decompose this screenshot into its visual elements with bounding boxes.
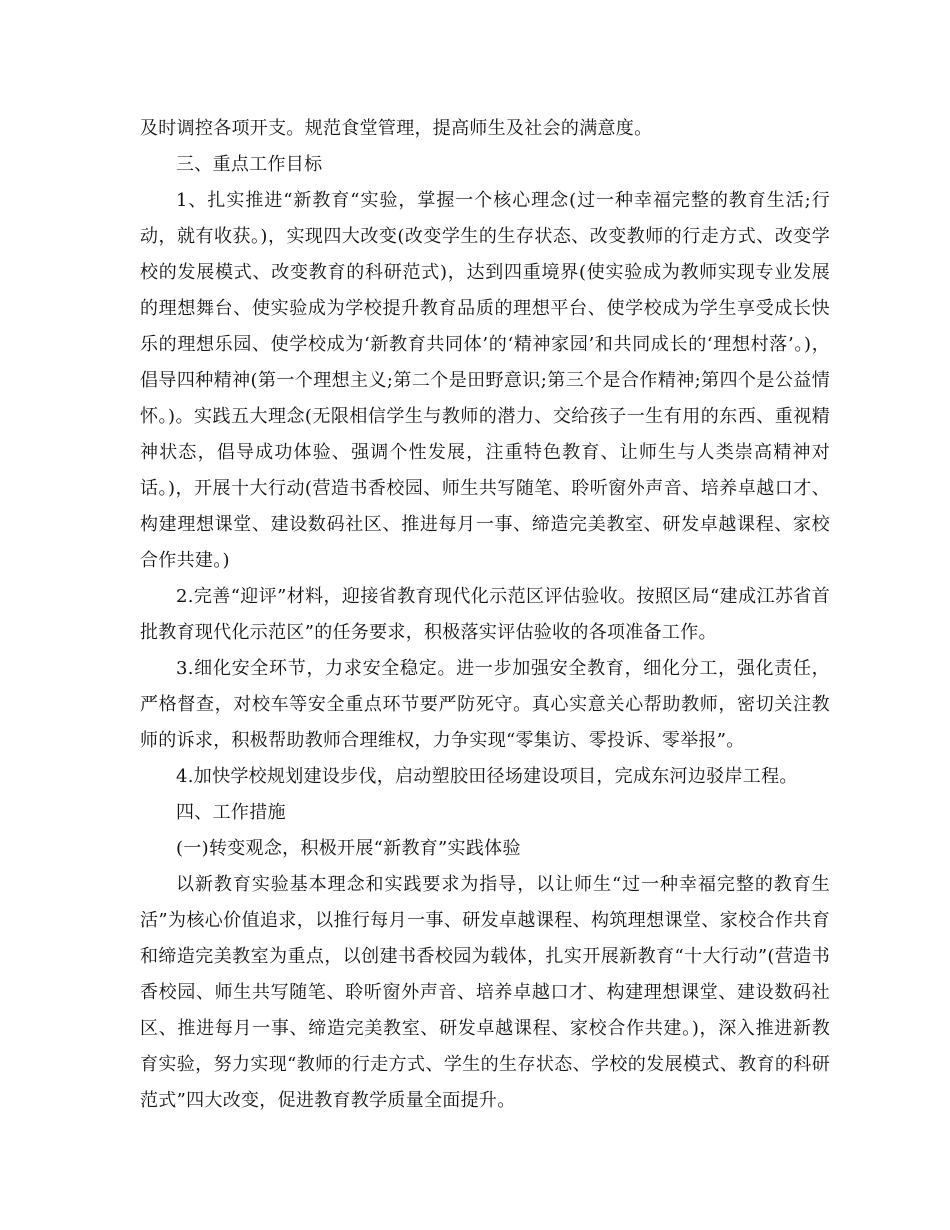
paragraph-goal-3: 3.细化安全环节，力求安全稳定。进一步加强安全教育，细化分工，强化责任，严格督查，对校车等安全重点环节要严防死守。真心实意关心帮助教师，密切关注教师的诉求，积极帮助教师合理维权，力争实现“零集访、零投诉、零举报”。 (140, 658, 830, 751)
paragraph-goal-1: 1、扎实推进“新教育“实验，掌握一个核心理念(过一种幸福完整的教育生活;行动，就有收获。)，实现四大改变(改变学生的生存状态、改变教师的行走方式、改变学校的发展模式、改变教育的科研范式)，达到四重境界(使实验成为教师实现专业发展的理想舞台、使实验成为学校提升教育品质的理想平台、使学校成为学生享受成长快乐的理想乐园、使学校成为‘新教育共同体’的‘精神家园’和共同成长的‘理想村落’。)，倡导四种精神(第一个理想主义;第二个是田野意识;第三个是合作精神;第四个是公益情怀。)。实践五大理念(无限相信学生与教师的潜力、交给孩子一生有用的东西、重视精神状态，倡导成功体验、强调个性发展，注重特色教育、让师生与人类崇高精神对话。)，开展十大行动(营造书香校园、师生共写随笔、聆听窗外声音、培养卓越口才、构建理想课堂、建设数码社区、推进每月一事、缔造完美教室、研发卓越课程、家校合作共建。) (140, 190, 830, 571)
section-heading-key-goals: 三、重点工作目标 (176, 154, 323, 175)
paragraph-measures-body: 以新教育实验基本理念和实践要求为指导，以让师生“过一种幸福完整的教育生活”为核心价值追求，以推行每月一事、研发卓越课程、构筑理想课堂、家校合作共育和缔造完美教室为重点，以创建书香校园为载体，扎实开展新教育“十大行动”(营造书香校园、师生共写随笔、聆听窗外声音、培养卓越口才、构建理想课堂、建设数码社区、推进每月一事、缔造完美教室、研发卓越课程、家校合作共建。)，深入推进新教育实验，努力实现“教师的行走方式、学生的生存状态、学校的发展模式、教育的科研范式”四大改变，促进教育教学质量全面提升。 (140, 874, 830, 1111)
document-page (140, 111, 830, 1119)
paragraph-continuation: 及时调控各项开支。规范食堂管理，提高师生及社会的满意度。 (140, 118, 653, 139)
section-heading-measures: 四、工作措施 (176, 802, 286, 823)
subsection-heading-1: (一)转变观念，积极开展“新教育”实践体验 (176, 838, 521, 859)
paragraph-goal-2: 2.完善“迎评”材料，迎接省教育现代化示范区评估验收。按照区局“建成江苏省首批教育现代化示范区”的任务要求，积极落实评估验收的各项准备工作。 (140, 586, 830, 643)
paragraph-goal-4: 4.加快学校规划建设步伐，启动塑胶田径场建设项目，完成东河边驳岸工程。 (176, 766, 798, 787)
